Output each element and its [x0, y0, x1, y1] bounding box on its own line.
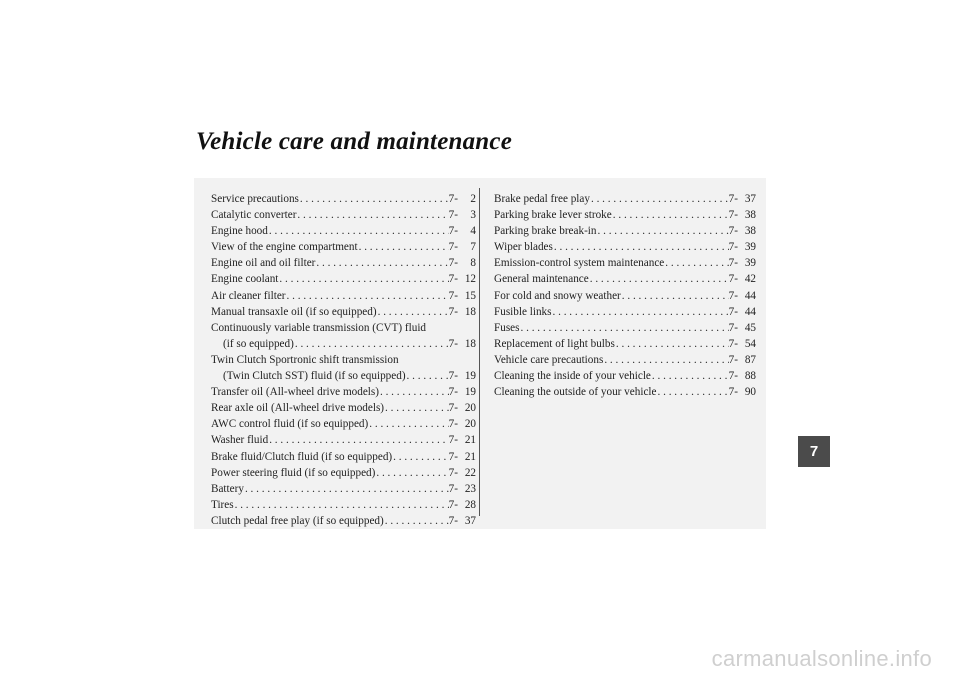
- toc-entry-page: 7- 18: [448, 305, 476, 318]
- toc-entry[interactable]: [494, 255, 756, 271]
- toc-entry[interactable]: [211, 223, 476, 239]
- toc-entry-label: Emission-control system maintenance: [494, 257, 665, 270]
- toc-entry[interactable]: [211, 449, 476, 465]
- dot-leader: [234, 497, 449, 513]
- toc-entry-label: Replacement of light bulbs: [494, 337, 615, 350]
- toc-entry-page: 7- 8: [448, 257, 476, 270]
- toc-entry[interactable]: [211, 271, 476, 287]
- dot-leader: [553, 239, 729, 255]
- toc-entry-page: 7- 45: [728, 321, 756, 334]
- column-divider: [479, 188, 480, 516]
- toc-entry[interactable]: [211, 191, 476, 207]
- toc-entry-page: 7- 12: [448, 273, 476, 286]
- dot-leader: [406, 368, 449, 384]
- toc-entry-label: Fuses: [494, 321, 520, 334]
- dot-leader: [657, 384, 729, 400]
- toc-entry-page: 7- 23: [448, 482, 476, 495]
- toc-left-column: [211, 191, 476, 529]
- toc-entry-page: 7- 18: [448, 337, 476, 350]
- toc-entry-label: Cleaning the inside of your vehicle: [494, 370, 651, 383]
- toc-entry[interactable]: [494, 207, 756, 223]
- toc-entry-label: View of the engine compartment: [211, 241, 358, 254]
- dot-leader: [612, 207, 729, 223]
- dot-leader: [244, 481, 449, 497]
- toc-entry-page: 7- 42: [728, 273, 756, 286]
- toc-entry[interactable]: [494, 191, 756, 207]
- toc-entry-page: 7- 2: [448, 193, 476, 205]
- toc-entry-page: 7- 39: [728, 241, 756, 254]
- toc-entry[interactable]: [211, 255, 476, 271]
- dot-leader: [286, 288, 449, 304]
- dot-leader: [651, 368, 729, 384]
- toc-entry[interactable]: [494, 239, 756, 255]
- chapter-tab[interactable]: 7: [798, 436, 830, 467]
- dot-leader: [278, 271, 448, 287]
- toc-entry-label: Parking brake lever stroke: [494, 209, 612, 222]
- dot-leader: [368, 416, 448, 432]
- toc-entry-label: Engine oil and oil filter: [211, 257, 316, 270]
- table-of-contents: [194, 178, 766, 529]
- toc-entry-page: 7- 44: [728, 305, 756, 318]
- toc-entry[interactable]: [211, 304, 476, 320]
- dot-leader: [615, 336, 729, 352]
- toc-entry[interactable]: [494, 384, 756, 400]
- toc-entry-page: 7- 37: [728, 193, 756, 205]
- toc-entry-label: (Twin Clutch SST) fluid (if so equipped): [223, 370, 406, 383]
- toc-entry-label: Service precautions: [211, 193, 299, 205]
- toc-entry[interactable]: [211, 239, 476, 255]
- toc-entry[interactable]: [494, 368, 756, 384]
- toc-entry-label: Engine hood: [211, 225, 268, 238]
- toc-entry-label: Fusible links: [494, 305, 552, 318]
- toc-entry-page: 7- 90: [728, 386, 756, 399]
- dot-leader: [296, 207, 448, 223]
- toc-entry[interactable]: [211, 481, 476, 497]
- toc-entry-label: Air cleaner filter: [211, 289, 286, 302]
- toc-entry[interactable]: [494, 336, 756, 352]
- toc-entry-label: Catalytic converter: [211, 209, 297, 222]
- toc-entry-label: Washer fluid: [211, 434, 269, 447]
- toc-entry-page: 7- 20: [448, 402, 476, 415]
- toc-entry-page: 7- 21: [448, 450, 476, 463]
- toc-entry-label: Tires: [211, 498, 234, 511]
- toc-entry[interactable]: [211, 384, 476, 400]
- toc-entry-label: Transfer oil (All-wheel drive models): [211, 386, 379, 399]
- toc-entry-label: Clutch pedal free play (if so equipped): [211, 514, 384, 527]
- toc-entry-label: Cleaning the outside of your vehicle: [494, 386, 657, 399]
- toc-entry-label: Vehicle care precautions: [494, 353, 604, 366]
- toc-entry[interactable]: [211, 465, 476, 481]
- toc-entry-label: Brake pedal free play: [494, 193, 590, 205]
- toc-entry-page: 7- 21: [448, 434, 476, 447]
- dot-leader: [384, 513, 449, 529]
- toc-entry-label-line1: Twin Clutch Sportronic shift transmission: [211, 353, 399, 366]
- toc-entry[interactable]: [494, 288, 756, 304]
- dot-leader: [590, 191, 729, 207]
- dot-leader: [589, 271, 729, 287]
- dot-leader: [552, 304, 729, 320]
- toc-entry: [211, 368, 476, 384]
- toc-entry-label: Parking brake break-in: [494, 225, 597, 238]
- dot-leader: [358, 239, 449, 255]
- page-title: Vehicle care and maintenance: [196, 128, 513, 155]
- dot-leader: [664, 255, 728, 271]
- toc-entry-page: 7- 22: [448, 466, 476, 479]
- toc-entry[interactable]: [211, 288, 476, 304]
- dot-leader: [377, 304, 449, 320]
- toc-entry-page: 7- 20: [448, 418, 476, 431]
- dot-leader: [597, 223, 729, 239]
- toc-entry[interactable]: [494, 320, 756, 336]
- toc-entry-page: 7- 44: [728, 289, 756, 302]
- toc-entry-page: 7- 15: [448, 289, 476, 302]
- toc-entry-page: 7- 87: [728, 353, 756, 366]
- toc-entry-multiline[interactable]: [211, 320, 476, 352]
- toc-entry-label-line1: Continuously variable transmission (CVT) fluid: [211, 321, 427, 334]
- toc-entry-page: 7- 7: [448, 241, 476, 254]
- toc-right-column: [494, 191, 756, 400]
- toc-entry[interactable]: [494, 352, 756, 368]
- toc-entry-label: Battery: [211, 482, 244, 495]
- toc-entry-label: For cold and snowy weather: [494, 289, 621, 302]
- toc-entry[interactable]: [211, 513, 476, 529]
- toc-entry-page: 7- 19: [448, 386, 476, 399]
- toc-entry-page: 7- 37: [448, 514, 476, 527]
- toc-entry-page: 7- 28: [448, 498, 476, 511]
- toc-entry: [211, 336, 476, 352]
- toc-entry-page: 7- 19: [448, 370, 476, 383]
- toc-entry-page: 7- 39: [728, 257, 756, 270]
- dot-leader: [384, 400, 449, 416]
- dot-leader: [520, 320, 729, 336]
- toc-entry[interactable]: [211, 432, 476, 448]
- dot-leader: [379, 384, 449, 400]
- dot-leader: [375, 465, 448, 481]
- toc-entry-label: Brake fluid/Clutch fluid (if so equipped): [211, 450, 393, 463]
- toc-entry[interactable]: [211, 207, 476, 223]
- dot-leader: [392, 449, 449, 465]
- toc-entry-label: Manual transaxle oil (if so equipped): [211, 305, 377, 318]
- toc-entry-page: 7- 88: [728, 370, 756, 383]
- toc-entry-label: AWC control fluid (if so equipped): [211, 418, 369, 431]
- toc-entry-label: Engine coolant: [211, 273, 279, 286]
- dot-leader: [299, 191, 449, 207]
- dot-leader: [603, 352, 728, 368]
- watermark: carmanualsonline.info: [711, 646, 932, 671]
- toc-entry[interactable]: [211, 416, 476, 432]
- toc-entry-label: (if so equipped): [223, 337, 294, 350]
- toc-entry[interactable]: [211, 400, 476, 416]
- toc-entry-page: 7- 54: [728, 337, 756, 350]
- toc-entry-label: Wiper blades: [494, 241, 553, 254]
- dot-leader: [294, 336, 449, 352]
- dot-leader: [268, 223, 449, 239]
- toc-entry-multiline[interactable]: [211, 352, 476, 384]
- toc-entry-page: 7- 38: [728, 225, 756, 238]
- toc-entry-label: Power steering fluid (if so equipped): [211, 466, 376, 479]
- toc-entry-page: 7- 4: [448, 225, 476, 238]
- toc-entry-page: 7- 3: [448, 209, 476, 222]
- dot-leader: [621, 288, 729, 304]
- dot-leader: [315, 255, 448, 271]
- toc-entry-label: Rear axle oil (All-wheel drive models): [211, 402, 385, 415]
- toc-entry[interactable]: [494, 304, 756, 320]
- toc-entry-page: 7- 38: [728, 209, 756, 222]
- toc-entry-label: General maintenance: [494, 273, 589, 286]
- dot-leader: [268, 432, 448, 448]
- toc-entry[interactable]: [211, 497, 476, 513]
- toc-entry[interactable]: [494, 223, 756, 239]
- toc-entry[interactable]: [494, 271, 756, 287]
